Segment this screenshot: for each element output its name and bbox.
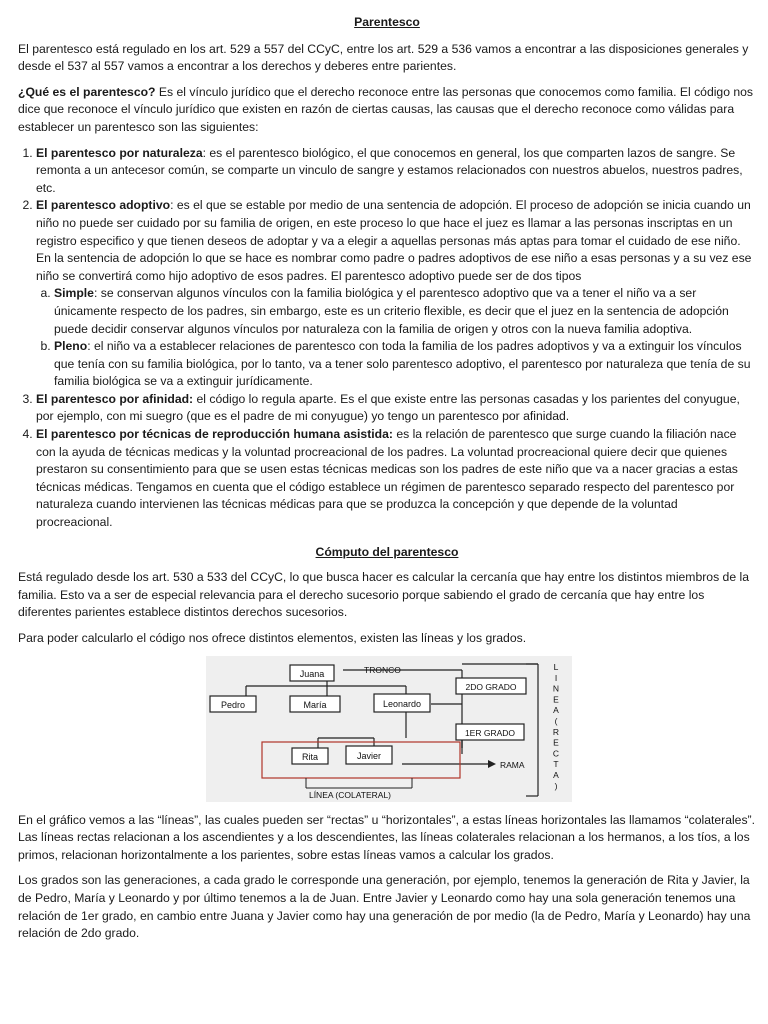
sub-list-item xyxy=(54,338,756,391)
item-text: el código lo regula aparte. Es el que existe entre las personas casadas y los parientes del conyugue, por ejemplo, con mi suegro (que es el padre de mi conyugue) yo tengo un parentesco por afinidad. xyxy=(36,391,740,424)
list-item xyxy=(36,197,756,391)
recta-letter: I xyxy=(554,672,558,683)
item-bold: El parentesco por naturaleza xyxy=(36,145,203,160)
adoption-types-list xyxy=(36,285,756,391)
list-item xyxy=(36,145,756,198)
item-bold: El parentesco por afinidad: xyxy=(36,391,194,406)
recta-letter: A xyxy=(553,704,559,715)
subitem-bold: Pleno xyxy=(54,339,88,354)
rita-label: Rita xyxy=(301,751,319,762)
question-text: Es el vínculo jurídico que el derecho reconoce entre las personas que conocemos como familia. El código nos dice que reconoce el vínculo jurídico que existen en razón de ciertas causas, las causas que el derecho reconoce como válidas para establecer un parentesco son las siguientes: xyxy=(18,84,754,134)
colateral-label: LÍNEA (COLATERAL) xyxy=(308,789,392,800)
recta-letter: N xyxy=(552,683,560,694)
javier-label: Javier xyxy=(356,750,382,761)
tronco-label: TRONCO xyxy=(364,664,401,675)
section-title: Cómputo del parentesco xyxy=(315,544,459,559)
list-item xyxy=(36,426,756,532)
question-paragraph xyxy=(18,84,756,137)
juana-label: Juana xyxy=(299,668,325,679)
kinship-diagram xyxy=(206,656,572,802)
computo-paragraph: Está regulado desde los art. 530 a 533 del CCyC, lo que busca hacer es calcular la cercanía que hay entre los distintos miembros de la familia. Esto va a ser de especial relevancia para el derecho sucesorio porque sabiendo el grado de cercanía que hay entre los diferentes parientes establece distintos derechos sucesorios. xyxy=(18,570,749,620)
lines-paragraph: En el gráfico vemos a las “líneas”, las cuales pueden ser “rectas” u “horizontales”, a estas líneas horizontales las llamamos “colaterales”. Las líneas rectas relacionan a los ascendientes y a los descendientes, las líneas colaterales relacionan a los hermanos, a los tíos, a los primos, relacionan horizontalmente a los parientes, sobre estas líneas vamos a calcular los grados. xyxy=(18,812,755,862)
question-bold: ¿Qué es el parentesco? xyxy=(18,84,156,99)
item-text: : es el parentesco biológico, el que conocemos en general, los que comparten lazos de sangre. Se remonta a un antecesor común, se comparte un vinculo de sangre y estamos relacionados con nuestros abuelos, nuestros padres, etc. xyxy=(36,145,743,195)
pedro-label: Pedro xyxy=(220,699,246,710)
intro-paragraph: El parentesco está regulado en los art. 529 a 557 del CCyC, entre los art. 529 a 536 vamos a encontrar a las disposiciones generales y desde el 537 al 557 vamos a encontrar a los derechos y deberes entre parientes. xyxy=(18,41,749,74)
recta-letter: T xyxy=(553,758,559,769)
subitem-text: : se conservan algunos vínculos con la familia biológica y el parentesco adoptivo que va a tener el niño va a ser únicamente respecto de los padres, sin embargo, este es un criterio flexible, es decir que el juez en la sentencia de adopción puede decidir conservar algunos vínculos por naturaleza con la familia de origen y otros con la nueva familia adoptiva. xyxy=(54,286,729,336)
item-bold: El parentesco adoptivo xyxy=(36,198,171,213)
recta-letter: C xyxy=(552,747,560,758)
grado2-label: 2DO GRADO xyxy=(465,681,517,692)
recta-letter: A xyxy=(553,769,559,780)
list-item xyxy=(36,391,756,426)
rama-label: RAMA xyxy=(500,759,525,770)
recta-letter: ( xyxy=(554,715,558,726)
item-text: : es el que se estable por medio de una sentencia de adopción. El proceso de adopción se inicia cuando un niño no puede ser cuidado por su familia de origen, en este proceso lo que hace el juez es llamar a las personas inscriptas en un registro especifico y que tienen deseos de adoptar y va a elegir a aquellas personas más aptas para tomar el cuidado de ese niño. En la sentencia de adopción lo que se hace es nombrar como padre o padres adoptivos de ese niño a esas personas y a su vez ese niño se convertirá como hijo adoptivo de esos padres. El parentesco adoptivo puede ser de dos tipos xyxy=(36,198,752,283)
recta-letter: L xyxy=(553,661,559,672)
maria-label: María xyxy=(303,699,327,710)
kinship-diagram-svg xyxy=(206,656,572,802)
subitem-text: : el niño va a establecer relaciones de parentesco con toda la familia de los padres adoptivos y va a extinguir los vínculos que tenía con su familia biológica, por lo tanto, va a tener solo parentesco adoptivo, el parentesco por naturaleza que tenía de su familia biológica se va a extinguir jurídicamente. xyxy=(54,339,751,389)
grades-paragraph: Los grados son las generaciones, a cada grado le corresponde una generación, por ejemplo, tenemos la generación de Rita y Javier, la de Pedro, María y Leonardo y por último tenemos a la de Juan. Entre Javier y Leonardo como hay una sola generación tenemos una relación de 1er grado, en cambio entre Juana y Javier como hay una generación de por medio (la de Pedro, María y Leonardo) hay una relación de 2do grado. xyxy=(18,873,751,941)
item-text: es la relación de parentesco que surge cuando la filiación nace con la ayuda de técnicas medicas y la voluntad procreacional de los padres. La voluntad procreacional quiere decir que quienes prestaron su consentimiento para que se usen estas técnicas medicas son los padres de este niño que va a nacer gracias a estas técnicas médicas. Tengamos en cuenta que el código establece un régimen de parentesco separado respecto del parentesco por naturaleza cuando intervienen las técnicas médicas para que se produzca la concepción y que depende de la voluntad procreacional. xyxy=(36,427,738,530)
page-title: Parentesco xyxy=(354,15,420,29)
recta-letter: ) xyxy=(554,780,558,791)
recta-letter: R xyxy=(552,726,560,737)
parentesco-types-list xyxy=(18,145,756,532)
recta-letter: E xyxy=(553,737,559,748)
subitem-bold: Simple xyxy=(54,286,94,301)
elements-paragraph: Para poder calcularlo el código nos ofrece distintos elementos, existen las líneas y los grados. xyxy=(18,631,527,645)
recta-letter: E xyxy=(553,693,559,704)
leonardo-label: Leonardo xyxy=(382,698,422,709)
item-bold: El parentesco por técnicas de reproducción humana asistida: xyxy=(36,427,393,442)
grado1-label: 1ER GRADO xyxy=(464,727,516,738)
sub-list-item xyxy=(54,285,756,338)
